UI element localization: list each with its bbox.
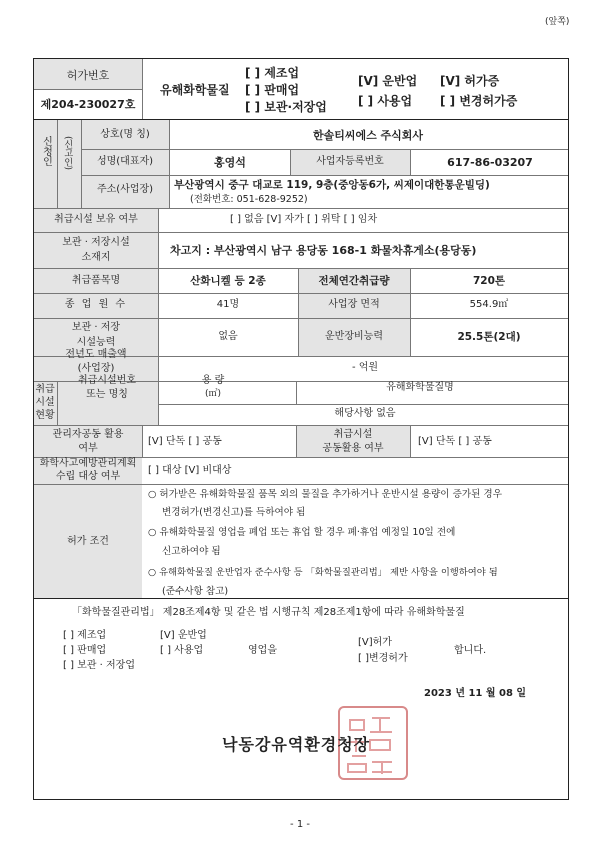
footer-sales: [ ] 판매업 [63,645,107,656]
capacity-label2: 시설능력 [76,337,116,348]
issue-date: 2023 년 11 월 08 일 [424,688,527,699]
applicant-group-sub: (신고인) [62,136,73,171]
annual-value: 720톤 [472,275,506,287]
permit-no-label: 허가번호 [66,69,110,82]
chk-use: [ ] 사용업 [358,94,413,108]
employees-label: 종 업 원 수 [64,299,128,310]
footer-storage: [ ] 보관 · 저장업 [63,660,135,671]
facility-group-label3: 현황 [35,410,55,421]
storage-site-label2: 소재지 [81,252,111,263]
facility-joint-label1: 취급시설 [333,429,373,440]
applicant-group-label: 신청인 [40,136,52,166]
footer-use: [ ] 사용업 [160,645,204,656]
chk-permit: [V] 허가증 [440,74,500,88]
footer-end: 합니다. [454,645,487,656]
condition-3a: ○ 유해화학물질 운반업자 준수사항 등 「화학물질관리법」 제반 사항을 이행하여야 됨 [148,567,498,578]
chk-transport: [V] 운반업 [358,74,418,88]
storage-site-label1: 보관 · 저장시설 [62,237,130,248]
company-name: 한솔티씨에스 주식회사 [312,129,424,142]
chk-storage: [ ] 보관·저장업 [245,100,327,114]
annual-label: 전체연간취급량 [318,275,390,287]
area-value: 554.9㎡ [469,299,509,310]
items-label: 취급품목명 [71,275,121,286]
permit-no: 제204-230027호 [40,98,136,111]
address: 부산광역시 중구 대교로 119, 9층(중앙동6가, 씨제이대한통운빌딩) [174,179,490,191]
items-value: 산화니켈 등 2종 [190,275,266,287]
footer-transport: [V] 운반업 [160,630,207,641]
page-number: - 1 - [290,819,310,830]
facility-material-label: 유해화학물질명 [386,382,454,393]
facility-no-label2: 또는 명칭 [86,389,128,400]
facility-joint-label2: 공동활용 여부 [322,443,384,454]
employees-value: 41명 [216,299,240,310]
law-text: 「화학물질관리법」 제28조제4항 및 같은 법 시행규칙 제28조제1항에 따라 유해화학물질 [72,607,465,618]
facility-capacity-label1: 용 량 [201,375,225,386]
footer-business: 영업을 [248,645,277,656]
sales-label1: 전년도 매출액 [65,349,127,360]
facility-no-label1: 취급시설번호 [78,375,136,386]
condition-2a: ○ 유해화학물질 영업을 폐업 또는 휴업 할 경우 폐·휴업 예정일 10일 전에 [148,527,456,538]
conditions-label: 허가 조건 [67,536,109,547]
facility-group-label1: 취급 [35,384,55,395]
name-label: 성명(대표자) [96,156,154,167]
ownership-label: 취급시설 보유 여부 [54,214,138,225]
address-label: 주소(사업장) [96,184,154,195]
facility-none: 해당사항 없음 [334,408,396,419]
accident-plan-label1: 화학사고예방관리계획 [39,458,137,469]
capacity-value: 없음 [218,331,238,342]
condition-2b: 신고하여야 됨 [162,546,221,557]
storage-site-value: 차고지 : 부산광역시 남구 용당동 168-1 화물차휴게소(용당동) [170,244,477,257]
facility-group-label2: 시설 [35,397,55,408]
facility-capacity-label2: (㎥) [204,389,222,399]
footer-manufacture: [ ] 제조업 [63,630,107,641]
condition-3b: (준수사항 참고) [162,586,229,597]
transport-label: 운반장비능력 [325,331,383,342]
condition-1b: 변경허가(변경신고)를 득하여야 됨 [162,507,306,518]
joint-value1: [V] 단독 [ ] 공동 [148,436,222,447]
chk-manufacture: [ ] 제조업 [245,66,300,80]
joint-label1: 관리자공동 활용 [52,429,124,440]
chk-sales: [ ] 판매업 [245,83,300,97]
company-label: 상호(명 칭) [100,129,150,140]
footer-permit: [V]허가 [358,637,392,648]
transport-value: 25.5톤(2대) [457,331,521,343]
capacity-label1: 보관 · 저장 [71,322,121,333]
area-label: 사업장 면적 [328,299,380,310]
footer-change: [ ]변경허가 [358,653,408,664]
page-note: (앞쪽) [545,17,570,27]
joint-value2: [V] 단독 [ ] 공동 [418,436,492,447]
doc-type: 유해화학물질 [160,83,230,97]
accident-plan-value: [ ] 대상 [V] 비대상 [148,465,232,476]
issuer: 낙동강유역환경청장 [222,735,371,754]
phone: (전화번호: 051-628-9252) [190,194,308,205]
representative-name: 홍영석 [214,156,246,169]
chk-change: [ ] 변경허가증 [440,94,518,108]
accident-plan-label2: 수립 대상 여부 [55,471,121,482]
condition-1a: ○ 허가받은 유해화학물질 품목 외의 물질을 추가하거나 운반시설 용량이 증가된 경우 [148,489,502,500]
sales-label2: (사업장) [77,363,115,374]
bizno-label: 사업자등록번호 [316,156,384,167]
ownership-value: [ ] 없음 [V] 자가 [ ] 위탁 [ ] 임차 [230,214,378,225]
joint-label2: 여부 [78,443,98,454]
bizno: 617-86-03207 [447,156,533,169]
sales-value: - 억원 [351,362,379,373]
